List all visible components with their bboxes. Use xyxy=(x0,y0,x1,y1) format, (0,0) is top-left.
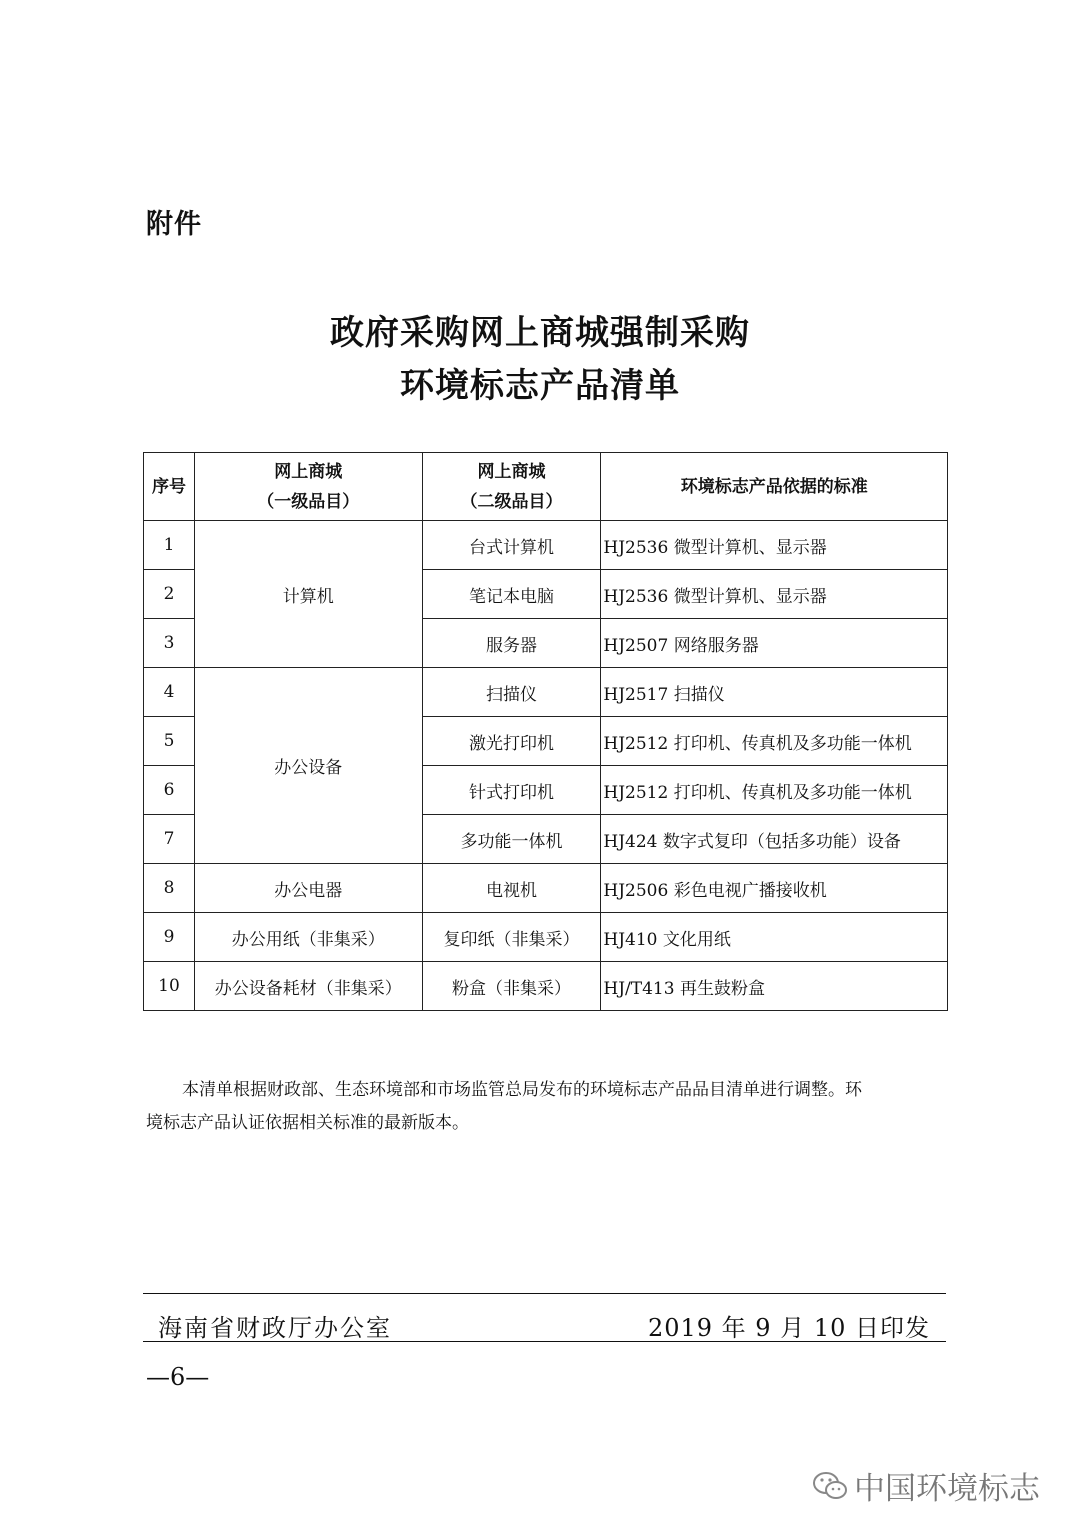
cell-level2: 台式计算机 xyxy=(422,521,601,570)
note-paragraph xyxy=(146,1074,951,1140)
cell-standard: HJ2536 微型计算机、显示器 xyxy=(601,521,948,570)
cell-seq: 9 xyxy=(144,913,195,962)
footer-bottom-rule xyxy=(143,1341,946,1342)
cell-standard: HJ2506 彩色电视广播接收机 xyxy=(601,864,948,913)
product-list-table xyxy=(143,452,948,1011)
footer-top-rule xyxy=(143,1293,946,1294)
note-line2: 境标志产品认证依据相关标准的最新版本。 xyxy=(146,1113,469,1133)
note-line1: 本清单根据财政部、生态环境部和市场监管总局发布的环境标志产品品目清单进行调整。环 xyxy=(182,1080,862,1100)
cell-level2: 扫描仪 xyxy=(422,668,601,717)
cell-level2: 笔记本电脑 xyxy=(422,570,601,619)
table-row xyxy=(144,913,948,962)
table-row xyxy=(144,521,948,570)
header-level2 xyxy=(422,453,601,521)
cell-level2: 激光打印机 xyxy=(422,717,601,766)
cell-level1: 办公设备 xyxy=(194,668,422,864)
cell-level1: 计算机 xyxy=(194,521,422,668)
watermark-text: 中国环境标志 xyxy=(854,1471,1040,1507)
cell-level2: 多功能一体机 xyxy=(422,815,601,864)
cell-seq: 7 xyxy=(144,815,195,864)
issue-date: 2019 年 9 月 10 日印发 xyxy=(647,1314,930,1342)
cell-level2: 针式打印机 xyxy=(422,766,601,815)
cell-standard: HJ2517 扫描仪 xyxy=(601,668,948,717)
header-level1-line2: （一级品目） xyxy=(257,491,360,512)
header-level2-line2: （二级品目） xyxy=(460,491,563,512)
cell-standard: HJ/T413 再生鼓粉盒 xyxy=(601,962,948,1011)
watermark xyxy=(812,1463,1040,1508)
cell-seq: 1 xyxy=(144,521,195,570)
issuer-office: 海南省财政厅办公室 xyxy=(158,1314,392,1342)
table-row xyxy=(144,864,948,913)
table-row xyxy=(144,962,948,1011)
cell-seq: 2 xyxy=(144,570,195,619)
cell-seq: 6 xyxy=(144,766,195,815)
cell-standard: HJ2512 打印机、传真机及多功能一体机 xyxy=(601,717,948,766)
header-level1 xyxy=(194,453,422,521)
cell-standard: HJ2512 打印机、传真机及多功能一体机 xyxy=(601,766,948,815)
cell-level1: 办公设备耗材（非集采） xyxy=(194,962,422,1011)
cell-level2: 电视机 xyxy=(422,864,601,913)
cell-level2: 粉盒（非集采） xyxy=(422,962,601,1011)
wechat-icon xyxy=(812,1471,848,1501)
header-level1-line1: 网上商城 xyxy=(274,461,343,482)
page-number: —6— xyxy=(146,1363,210,1391)
cell-seq: 10 xyxy=(144,962,195,1011)
cell-level1: 办公电器 xyxy=(194,864,422,913)
cell-seq: 3 xyxy=(144,619,195,668)
cell-seq: 8 xyxy=(144,864,195,913)
cell-level1: 办公用纸（非集采） xyxy=(194,913,422,962)
cell-standard: HJ410 文化用纸 xyxy=(601,913,948,962)
cell-seq: 4 xyxy=(144,668,195,717)
document-title-line2: 环境标志产品清单 xyxy=(400,366,680,406)
table-header-row xyxy=(144,453,948,521)
cell-level2: 复印纸（非集采） xyxy=(422,913,601,962)
cell-level2: 服务器 xyxy=(422,619,601,668)
document-title-line1: 政府采购网上商城强制采购 xyxy=(330,313,750,353)
cell-standard: HJ2536 微型计算机、显示器 xyxy=(601,570,948,619)
header-standard: 环境标志产品依据的标准 xyxy=(601,453,948,521)
header-seq: 序号 xyxy=(144,453,195,521)
header-level2-line1: 网上商城 xyxy=(477,461,546,482)
cell-standard: HJ424 数字式复印（包括多功能）设备 xyxy=(601,815,948,864)
attachment-label: 附件 xyxy=(146,209,202,240)
cell-standard: HJ2507 网络服务器 xyxy=(601,619,948,668)
cell-seq: 5 xyxy=(144,717,195,766)
table-row xyxy=(144,668,948,717)
